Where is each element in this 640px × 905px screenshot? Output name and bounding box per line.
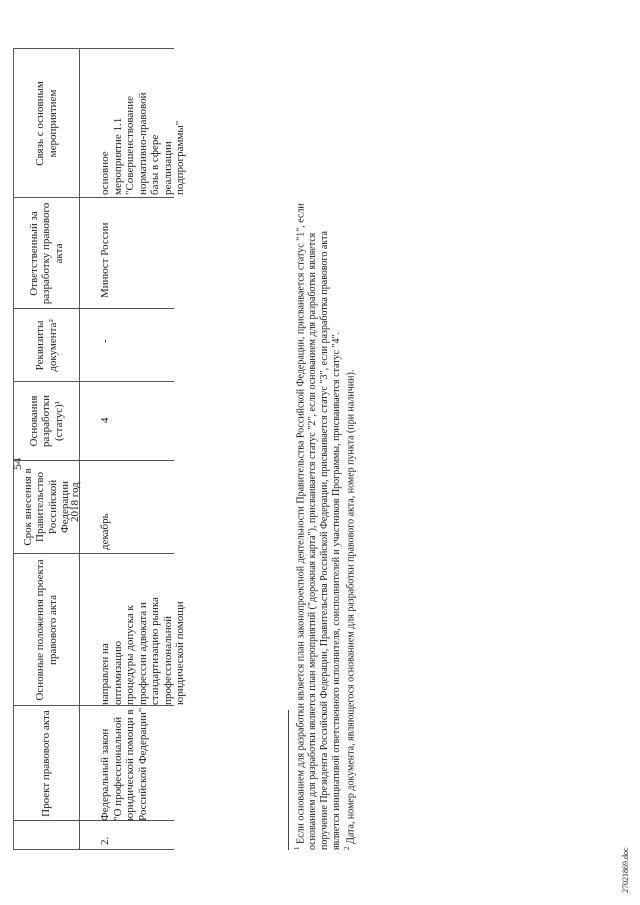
header-provisions: Основные положения проекта правового акта [34,559,59,701]
header-project: Проект правового акта [40,710,53,817]
link-line: нормативно-правовой [136,92,149,195]
project-line: "О профессиональной [111,716,124,821]
header-deadline: Срок внесения в Правительство Российской Федерации [21,468,71,546]
provisions-line: юридической помощи [174,601,186,705]
project-line: юридической помощи в [124,709,136,821]
link-cell [99,55,187,195]
responsible-cell: Минюст России [99,222,111,298]
header-responsible: Ответственный за разработку правового акта [27,202,65,305]
project-line: Федеральный закон [99,728,111,821]
requisites-cell: - [99,339,111,343]
footnote-1-line: основанием для разработки является план мероприятий ("дорожная карта"), присваивается статус "2", если основанием для разработки является [307,232,319,850]
link-line: подпрограммы" [174,120,186,195]
provisions-line: стандартизацию рынка [149,597,161,705]
header-basis: Основания разработки (статус)¹ [27,394,65,448]
provisions-cell [99,555,187,705]
project-cell [99,706,149,821]
year-label: 2018 год [69,482,81,522]
provisions-line: направлен на [99,643,111,705]
footnote-separator [288,710,289,850]
footnote-1 [291,70,343,850]
footnote-1-line: является инициативой ответственного исполнителя, соисполнителей и участников Программы, присваивается статус "4". [331,331,343,850]
provisions-line: оптимизацию [111,640,124,705]
header-link: Связь с основным мероприятием [34,81,59,166]
deadline-cell: декабрь [99,513,111,550]
link-line: базы в сфере [149,134,161,195]
provisions-line: профессии адвоката и [136,602,149,705]
footnote-1-line: поручение Президента Российской Федерации, Правительства Российской Федерации, присваивается статус "3", если разработка правового акта [319,231,331,850]
link-line: "Совершенствование [124,96,136,195]
header-requisites: Реквизиты документа² [34,319,59,372]
link-line: мероприятие 1.1 [111,117,124,195]
provisions-line: процедуры допуска к [124,605,136,705]
footnote-1-line: $^1$ Если основанием для разработки является план законопроектной деятельности Правительства Российской Федерации, присваивается статус "1", если [293,203,307,850]
link-line: основное [99,151,111,195]
project-line: Российской Федерации" [136,707,149,821]
document-id: 27021869.doc [621,847,630,893]
link-line: реализации [161,141,174,195]
provisions-line: профессиональной [161,616,174,705]
row-number: 2. [99,836,111,845]
page-number: 54 [10,458,24,470]
footnote-2: $^2$ Дата, номер документа, являющегося основанием для разработки правового акта, номер пункта (при наличии). [343,369,357,850]
status-cell: 4 [99,417,111,423]
